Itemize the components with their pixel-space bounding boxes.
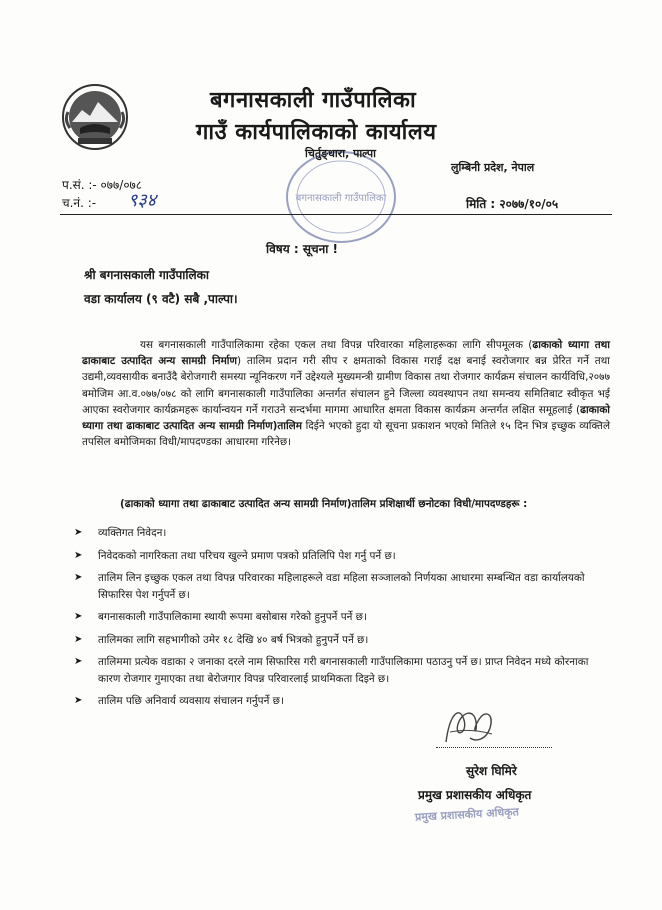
address-province: लुम्बिनी प्रदेश, नेपाल	[451, 161, 535, 174]
letter-subject: विषय : सूचना !	[266, 242, 338, 256]
office-title: गाउँ कार्यपालिकाको कार्यालय	[196, 120, 437, 145]
criteria-heading: (ढाकाको ध्यागा तथा ढाकाबाट उत्पादित अन्य सामग्री निर्माण)तालिम प्रशिक्षार्थी छनोटका विधी/मापदण्डहरू :	[120, 498, 528, 510]
criteria-text: तालिमका लागि सहभागीको उमेर १८ देखि ४० बर्ष भित्रको हुनुपर्ने पर्ने छ।	[98, 633, 369, 646]
body-training-title-2: ढाकाको ध्यागा तथा ढाकाबाट उत्पादित अन्य सामग्री निर्माण)तालिम	[82, 403, 610, 433]
signatory-name: सुरेश घिमिरे	[466, 764, 517, 778]
signature-line	[436, 747, 552, 748]
body-text-2: ) तालिम प्रदान गरी सीप र क्षमताको विकास गराई दक्ष बनाई स्वरोजगार बन्न प्रेरित गर्ने तथा उद्यमी,व्यवसायीक बनाउँदै बेरोजगारी समस्या न्यूनिकरण गर्ने उद्देश्यले मुख्यमन्त्री ग्रामीण विकास तथा रोजगार कार्यक्रम संचालन कार्यविधि,२०७७ बमोजिम आ.व.०७७/०७८ को लागि बगनासकाली गाउँपालिका अन्तर्गत संचालन हुने जिल्ला व्यवस्थापन तथा समन्वय समितिबाट स्वीकृत भई आएका स्वरोजगार कार्यक्रमहरू कार्यान्वयन गर्ने गराउने सन्दर्भमा मागमा आधारित क्षमता विकास कार्यक्रम अन्तर्गत लक्षित समूहलाई (	[82, 355, 610, 416]
arrow-bullet-icon: ➤	[74, 656, 83, 667]
signature-scribble	[440, 702, 500, 748]
header-divider	[60, 214, 612, 215]
list-item	[74, 609, 614, 626]
criteria-text: तालिम पछि अनिवार्य व्यवसाय संचालन गर्नुपर्ने छ।	[98, 695, 284, 707]
list-item	[74, 548, 614, 565]
criteria-text: तालिम लिन इच्छुक एकल तथा विपन्न परिवारका महिलाहरूले वडा महिला सञ्जालको निर्णयका आधारमा सम्बन्धित वडा कार्यालयको सिफारिस पेश गर्नुपर्ने छ।	[98, 572, 585, 601]
list-item	[74, 693, 614, 710]
recipient-line-2: वडा कार्यालय (९ वटै) सबै ,पाल्पा।	[84, 292, 238, 306]
body-training-title-1: ढाकाको ध्यागा तथा ढाकाबाट उत्पादित अन्य सामग्री निर्माण	[82, 339, 610, 368]
letter-body	[82, 337, 610, 450]
dispatch-number-label: च.नं. :-	[62, 196, 97, 210]
recipient-line-1: श्री बगनासकाली गाउँपालिका	[84, 268, 209, 282]
office-name: बगनासकाली गाउँपालिका	[210, 88, 417, 113]
letter-date: मिति : २०७७/१०/०५	[466, 197, 559, 211]
nepal-emblem-icon	[60, 82, 130, 152]
office-stamp	[282, 146, 400, 248]
dispatch-number-handwritten: ९३४	[128, 190, 157, 211]
address-place: चिर्तुङ्धारा, पाल्पा	[305, 147, 376, 160]
criteria-text: तालिममा प्रत्येक वडाका २ जनाका दरले नाम सिफारिस गरी बगनासकाली गाउँपालिकामा पठाउनु पर्ने छ। प्राप्त निवेदन मध्ये कोरनाका कारण रोजगार गुमाएका तथा बेरोजगार विपन्न परिवारलाई प्राथमिकता दिइने छ।	[98, 656, 589, 685]
title-stamp: प्रमुख प्रशासकीय अधिकृत	[414, 805, 520, 824]
arrow-bullet-icon: ➤	[74, 633, 83, 645]
signatory-title: प्रमुख प्रशासकीय अधिकृत	[418, 788, 532, 802]
list-item	[74, 570, 614, 603]
list-item	[74, 525, 614, 542]
arrow-bullet-icon: ➤	[74, 572, 83, 583]
stamp-text: बगनासकाली गाउँपालिका	[295, 193, 387, 204]
list-item	[74, 654, 614, 687]
arrow-bullet-icon: ➤	[74, 695, 83, 706]
criteria-text: व्यक्तिगत निवेदन।	[98, 527, 167, 539]
reference-number: प.सं. :- ०७७/०७८	[62, 178, 143, 192]
arrow-bullet-icon: ➤	[74, 549, 83, 561]
arrow-bullet-icon: ➤	[74, 527, 83, 538]
criteria-list	[74, 525, 614, 716]
list-item	[74, 632, 614, 649]
criteria-text: बगनासकाली गाउँपालिकामा स्थायी रूपमा बसोबास गरेको हुनुपर्ने पर्ने छ।	[98, 611, 367, 623]
body-text-3: दिईने भएको हुदा यो सूचना प्रकाशन भएको मितिले १५ दिन भित्र इच्छुक व्यक्तिले तपसिल बमोजिमका विधी/मापदण्डका आधारमा गरिनेछ।	[82, 420, 611, 449]
arrow-bullet-icon: ➤	[74, 611, 83, 622]
body-text-1: यस बगनासकाली गाउँपालिकामा रहेका एकल तथा विपन्न परिवारका महिलाहरूका लागि सीपमूलक (	[140, 339, 533, 351]
criteria-text: निवेदकको नागरिकता तथा परिचय खुल्ने प्रमाण पत्रको प्रतिलिपि पेश गर्नु पर्ने छ।	[98, 549, 396, 562]
